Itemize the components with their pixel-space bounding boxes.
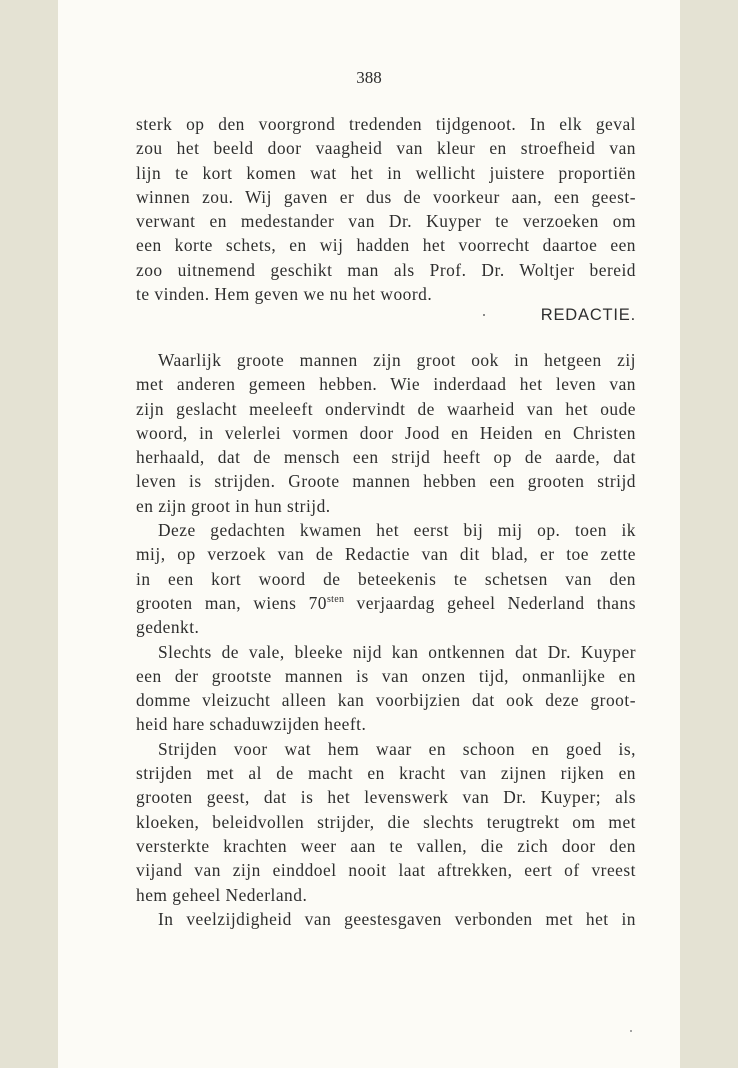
text-line: woord, in velerlei vormen door Jood en Heiden en Christen xyxy=(136,422,636,443)
text-line: en zijn groot in hun strijd. xyxy=(136,495,331,516)
text-line: Strijden voor wat hem waar en schoon en goed is, xyxy=(158,738,636,759)
text-line: domme vleizucht alleen kan voorbijzien dat ook deze groot- xyxy=(136,690,636,711)
text-line: Deze gedachten kwamen het eerst bij mij op. toen ik xyxy=(158,520,636,541)
text-line: In veelzijdigheid van geestesgaven verbonden met het in xyxy=(158,908,636,929)
editorial-signature: REDACTIE. xyxy=(540,306,636,324)
text-line: heid hare schaduwzijden heeft. xyxy=(136,714,367,735)
text-line: kloeken, beleidvollen strijder, die slechts terugtrekt om met xyxy=(136,811,636,832)
text-line: grooten geest, dat is het levenswerk van Dr. Kuyper; als xyxy=(136,787,636,808)
line-text: verjaardag geheel Nederland thans xyxy=(344,592,636,613)
ordinal-superscript: sten xyxy=(326,593,345,605)
text-line: in een kort woord de beteekenis te schetsen van den xyxy=(136,568,636,589)
text-line-with-superscript xyxy=(136,591,636,615)
text-line: een der grootste mannen is van onzen tijd, onmanlijke en xyxy=(136,665,636,686)
text-line: herhaald, dat de mensch een strijd heeft op de aarde, dat xyxy=(136,447,636,468)
text-line: gedenkt. xyxy=(136,617,200,638)
text-line: Slechts de vale, bleeke nijd kan ontkennen dat Dr. Kuyper xyxy=(158,641,636,662)
text-line: sterk op den voorgrond tredenden tijdgenoot. In elk geval xyxy=(136,114,636,134)
text-line: Waarlijk groote mannen zijn groot ook in hetgeen zij xyxy=(158,350,636,370)
text-line: lijn te kort komen wat het in wellicht juistere proportiën xyxy=(136,162,636,183)
text-line: met anderen gemeen hebben. Wie inderdaad het leven van xyxy=(136,374,636,395)
text-line: vijand van zijn einddoel nooit laat aftrekken, eert of vreest xyxy=(136,860,636,881)
article-text xyxy=(136,348,636,931)
page-number: 388 xyxy=(356,68,382,87)
text-line: zou het beeld door vaagheid van kleur en stroefheid van xyxy=(136,138,636,159)
paper-speck xyxy=(630,1030,632,1032)
left-page-margin xyxy=(0,0,58,1068)
right-page-margin xyxy=(680,0,738,1068)
text-line: hem geheel Nederland. xyxy=(136,884,308,905)
line-text: grooten man, wiens 70 xyxy=(136,592,327,613)
book-page xyxy=(58,0,680,1068)
text-line: zoo uitnemend geschikt man als Prof. Dr. Woltjer bereid xyxy=(136,259,636,280)
text-line: versterkte krachten weer aan te vallen, die zich door den xyxy=(136,835,636,856)
text-line: mij, op verzoek van de Redactie van dit blad, er toe zette xyxy=(136,544,636,565)
text-line: zijn geslacht meeleeft ondervindt de waarheid van het oude xyxy=(136,398,636,419)
signature-line xyxy=(136,303,636,327)
text-line: leven is strijden. Groote mannen hebben een grooten strijd xyxy=(136,471,636,492)
text-line: te vinden. Hem geven we nu het woord. xyxy=(136,284,433,305)
text-line: winnen zou. Wij gaven er dus de voorkeur aan, een geest- xyxy=(136,186,636,207)
stray-dot xyxy=(483,314,485,316)
text-line: strijden met al de macht en kracht van zijnen rijken en xyxy=(136,763,636,784)
text-line: een korte schets, en wij hadden het voorrecht daartoe een xyxy=(136,235,636,256)
text-line: verwant en medestander van Dr. Kuyper te verzoeken om xyxy=(136,211,636,232)
intro-paragraph xyxy=(136,112,636,306)
